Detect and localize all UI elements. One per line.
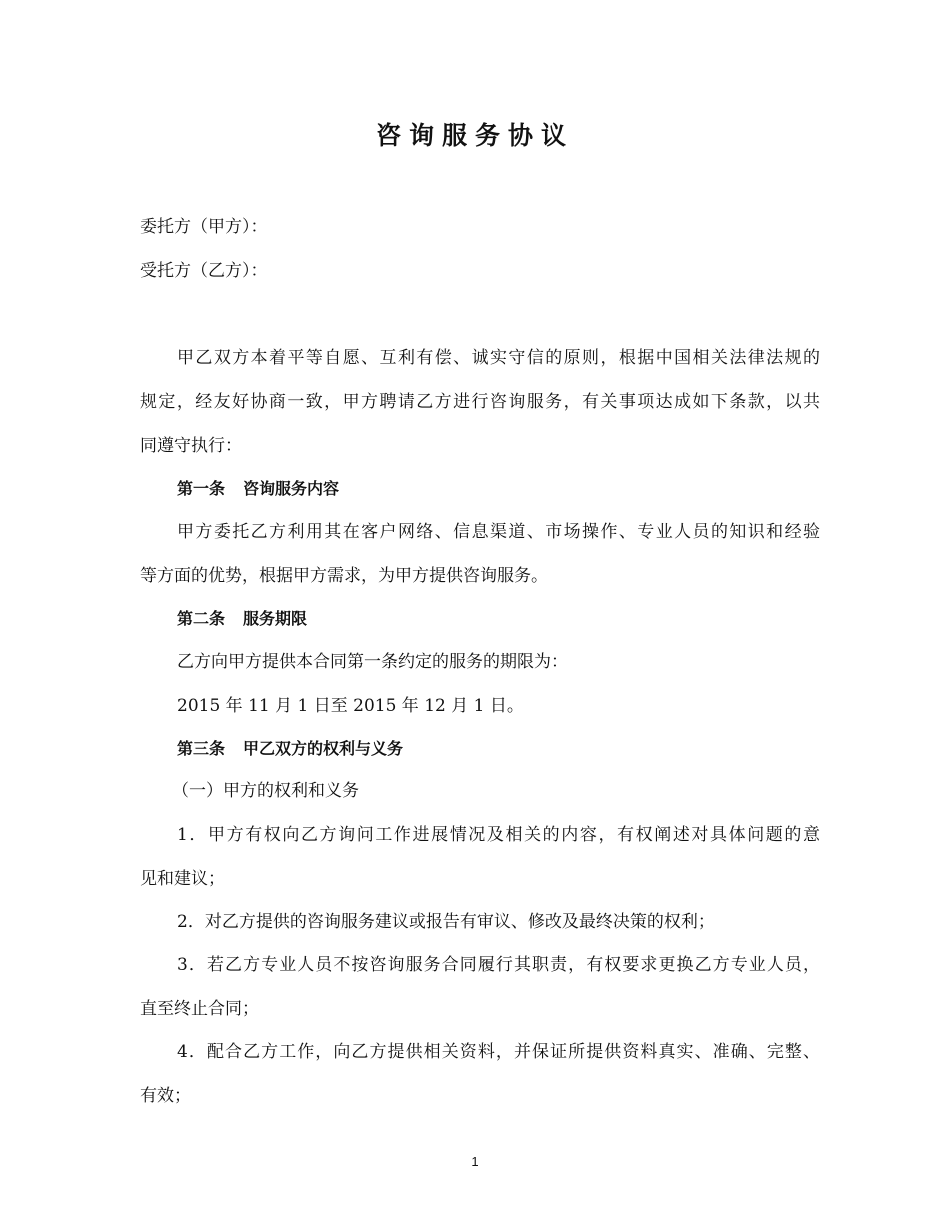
article-number: 第二条: [177, 609, 226, 628]
article-2-date-line: 2015 年 11 月 1 日至 2015 年 12 月 1 日。: [177, 696, 524, 716]
page-number: 1: [471, 1154, 479, 1169]
article-2-body-line: 乙方向甲方提供本合同第一条约定的服务的期限为：: [177, 652, 568, 672]
article-3-heading: [177, 734, 877, 764]
article-3-subheading: （一）甲方的权利和义务: [172, 781, 359, 801]
preamble-line: 同遵守执行：: [140, 436, 242, 456]
article-3-item-line: 2．对乙方提供的咨询服务建议或报告有审议、修改及最终决策的权利；: [177, 912, 715, 932]
article-number: 第一条: [177, 479, 226, 498]
article-3-item-line: 4．配合乙方工作，向乙方提供相关资料，并保证所提供资料真实、准确、完整、: [177, 1042, 820, 1062]
client-party-line: 委托方（甲方）：: [140, 217, 268, 237]
article-1-body-line: 等方面的优势，根据甲方需求，为甲方提供咨询服务。: [140, 566, 548, 586]
article-title: 服务期限: [243, 609, 308, 628]
article-number: 第三条: [177, 739, 226, 758]
article-1-body-line: 甲方委托乙方利用其在客户网络、信息渠道、市场操作、专业人员的知识和经验: [177, 522, 820, 542]
article-3-item-line: 有效；: [140, 1086, 191, 1106]
article-1-heading: [177, 474, 877, 504]
article-2-heading: [177, 604, 877, 634]
article-3-item-line: 直至终止合同；: [140, 999, 259, 1019]
consultant-party-line: 受托方（乙方）：: [140, 261, 268, 281]
preamble-line: 甲乙双方本着平等自愿、互利有偿、诚实守信的原则，根据中国相关法律法规的: [177, 348, 820, 368]
article-3-item-line: 1．甲方有权向乙方询问工作进展情况及相关的内容，有权阐述对具体问题的意: [177, 825, 820, 845]
article-title: 咨询服务内容: [243, 479, 340, 498]
article-3-item-line: 见和建议；: [140, 869, 225, 889]
preamble-line: 规定，经友好协商一致，甲方聘请乙方进行咨询服务，有关事项达成如下条款，以共: [140, 392, 820, 412]
article-title: 甲乙双方的权利与义务: [243, 739, 404, 758]
document-title: 咨询服务协议: [375, 121, 574, 150]
article-3-item-line: 3．若乙方专业人员不按咨询服务合同履行其职责，有权要求更换乙方专业人员，: [177, 955, 820, 975]
